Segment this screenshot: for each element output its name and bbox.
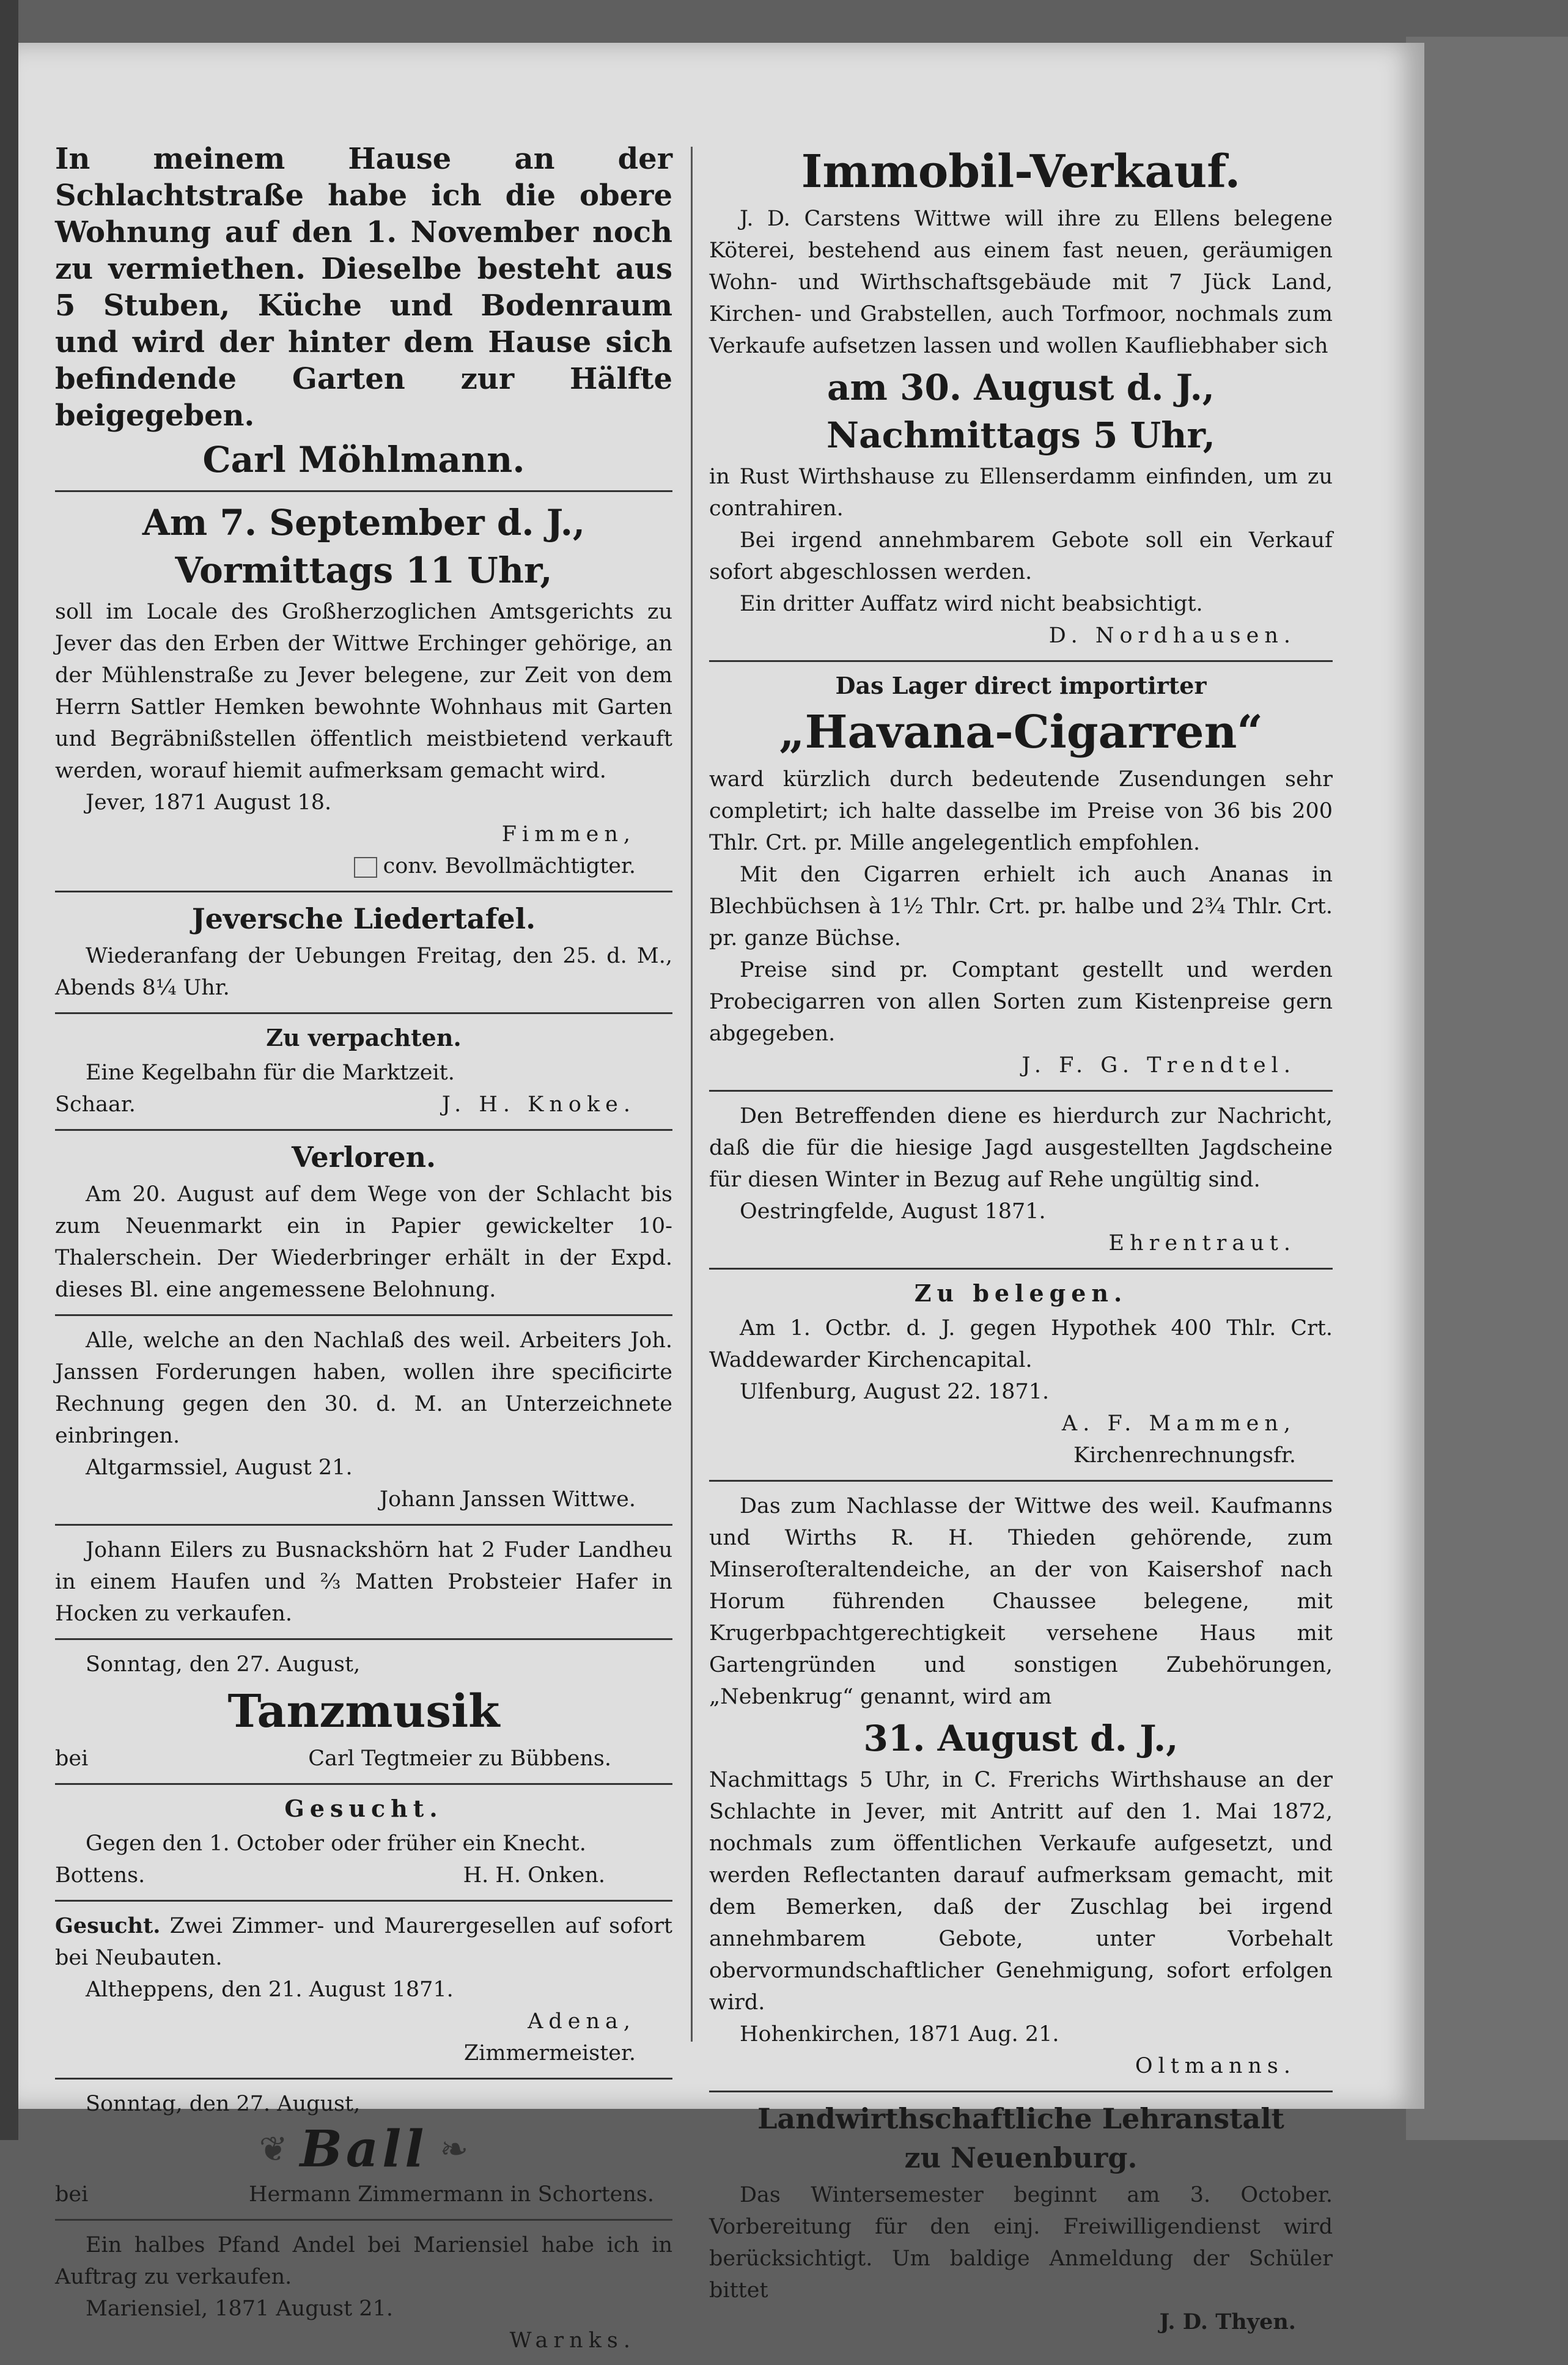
divider xyxy=(55,2219,672,2221)
divider xyxy=(709,1480,1333,1482)
ad-heading: Immobil-Verkauf. xyxy=(801,145,1241,198)
ad-text: Preise sind pr. Comptant gestellt und werden Probecigarren von allen Sorten zum Kistenpreise gern abgegeben. xyxy=(709,958,1333,1046)
ad-text: Am 1. Octbr. d. J. gegen Hypothek 400 Thlr. Crt. Waddewarder Kirchencapital. xyxy=(709,1316,1333,1372)
ad-text: Ein dritter Auffatz wird nicht beabsichtigt. xyxy=(740,592,1203,616)
ad-text: Mit den Cigarren erhielt ich auch Ananas in Blechbüchsen à 1½ Thlr. Crt. pr. halbe und 2¾ Thlr. Crt. pr. ganze Büchse. xyxy=(709,863,1333,951)
newspaper-page xyxy=(18,43,1424,2353)
ad-date: Ulfenburg, August 22. 1871. xyxy=(740,1380,1050,1404)
ad-bei: bei xyxy=(55,2182,89,2207)
ad-signature: J. D. Thyen. xyxy=(1159,2309,1296,2334)
ad-text-body: Zwei Zimmer- und Maurergesellen auf sofort bei Neubauten. xyxy=(55,1914,672,1970)
ad-signature-title xyxy=(55,850,672,882)
left-column xyxy=(55,141,672,2365)
divider xyxy=(709,1268,1333,1270)
ad-estate-claims xyxy=(55,1325,672,1515)
ad-text: Wiederanfang der Uebungen Freitag, den 25. d. M., Abends 8¼ Uhr. xyxy=(55,944,672,1000)
divider xyxy=(55,891,672,892)
ad-date: Hohenkirchen, 1871 Aug. 21. xyxy=(740,2022,1059,2047)
ad-signature-title-text: conv. Bevollmächtigter. xyxy=(383,854,636,878)
ad-liedertafel xyxy=(55,901,672,1004)
ad-heading: Das Lager direct importirter xyxy=(835,672,1207,699)
ad-text: Bei irgend annehmbarem Gebote soll ein Verkauf sofort abgeschlossen werden. xyxy=(709,528,1333,584)
ad-cigars xyxy=(709,671,1333,1081)
ad-date: Mariensiel, 1871 August 21. xyxy=(86,2297,393,2321)
ad-text: in Rust Wirthshause zu Ellenserdamm einfinden, um zu contrahiren. xyxy=(709,465,1333,521)
ad-hay-sale xyxy=(55,1534,672,1630)
ad-text: J. D. Carstens Wittwe will ihre zu Ellens belegene Köterei, bestehend aus einem fast neuen, geräumigen Wohn- und Wirthschaftsgebäude mit 7 Jück Land, Kirchen- und Grabstellen, auch Torfmoor, nochmals zum Verkaufe aufsetzen lassen und wollen Kaufliebhaber sich xyxy=(709,207,1333,358)
ad-place: Bottens. xyxy=(55,1863,145,1888)
scan-right-edge xyxy=(1406,37,1568,2140)
divider xyxy=(55,2078,672,2080)
ad-time-heading: Nachmittags 5 Uhr, xyxy=(826,414,1215,456)
ad-text: Am 20. August auf dem Wege von der Schlacht bis zum Neuenmarkt ein in Papier gewickelter 10-Thalerschein. Der Wiederbringer erhält in der Expd. dieses Bl. eine angemessene Belohnung. xyxy=(55,1182,672,1302)
ad-inn-auction xyxy=(709,1490,1333,2082)
ad-heading: Gesucht. xyxy=(284,1795,443,1822)
ad-apartment-rent xyxy=(55,141,672,482)
ad-land-sale xyxy=(55,2229,672,2356)
ad-text: Das zum Nachlasse der Wittwe des weil. Kaufmanns und Wirths R. H. Thieden gehörende, zum Minseroſteraltendeiche, an der von Kaisershof nach Horum führenden Chaussee belegene, mit Krugerbpachtgerechtigkeit versehene Haus mit Gartengründen und sonstigen Zubehörungen, „Nebenkrug“ genannt, wird am xyxy=(709,1494,1333,1709)
ad-heading: Landwirthschaftliche Lehranstalt xyxy=(757,2102,1284,2135)
ad-signature: Johann Janssen Wittwe. xyxy=(380,1487,636,1512)
ad-footer xyxy=(55,1859,672,1891)
ad-real-estate-sale xyxy=(709,144,1333,652)
divider xyxy=(55,1524,672,1526)
ad-text: Nachmittags 5 Uhr, in C. Frerichs Wirthshause an der Schlachte in Jever, mit Antritt auf den 1. Mai 1872, nochmals zum öffentlichen Verkaufe aufgesetzt, und werden Reflectanten darauf aufmerksam gemacht, mit dem Bemerken, daß der Zuschlag bei irgend annehmbarem Gebote, unter Vorbehalt obervormundschaftlicher Genehmigung, sofort erfolgen wird. xyxy=(709,1768,1333,2015)
ad-footer xyxy=(55,1089,672,1120)
ad-heading: Tanzmusik xyxy=(227,1685,500,1738)
ad-house-auction xyxy=(55,501,672,882)
divider xyxy=(709,660,1333,662)
ad-place: Schaar. xyxy=(55,1092,136,1117)
ad-lease xyxy=(55,1023,672,1120)
ad-signature: H. H. Onken. xyxy=(463,1863,605,1888)
divider xyxy=(55,1638,672,1640)
flourish-left-icon: ❦ xyxy=(259,2129,288,2169)
ad-date: Sonntag, den 27. August, xyxy=(86,2092,361,2116)
seal-icon xyxy=(354,857,377,878)
ad-signature-title: Zimmermeister. xyxy=(463,2041,636,2065)
ad-heading: Jeversche Liedertafel. xyxy=(191,902,536,935)
ad-signature: D. Nordhausen. xyxy=(1048,623,1296,648)
ad-heading: Ball xyxy=(300,2120,428,2179)
ad-subheading: Vormittags 11 Uhr, xyxy=(175,550,553,591)
ad-heading-product: „Havana-Cigarren“ xyxy=(779,706,1263,759)
ad-text: Den Betreffenden diene es hierdurch zur Nachricht, daß die für die hiesige Jagd ausgestellten Jagdscheine für diesen Winter in Bezug auf Rehe ungültig sind. xyxy=(709,1104,1333,1192)
ad-text: Eine Kegelbahn für die Marktzeit. xyxy=(86,1061,455,1085)
ad-dance xyxy=(55,1649,672,1775)
ad-host-line xyxy=(55,2179,672,2210)
ad-text xyxy=(55,1910,672,1974)
ad-text: In meinem Hause an der Schlachtstraße habe ich die obere Wohnung auf den 1. November noch zu vermiethen. Dieselbe besteht aus 5 Stuben, Küche und Bodenraum und wird der hinter dem Hause sich befindende Garten zur Hälfte beigegeben. xyxy=(55,142,672,433)
ad-heading: Am 7. September d. J., xyxy=(142,502,586,543)
ad-text: Gegen den 1. October oder früher ein Knecht. xyxy=(86,1831,586,1856)
flourish-right-icon: ❧ xyxy=(440,2129,469,2169)
ad-date: Oestringfelde, August 1871. xyxy=(740,1199,1046,1224)
ad-signature: Warnks. xyxy=(509,2328,636,2353)
ad-host: Hermann Zimmermann in Schortens. xyxy=(248,2182,654,2207)
ad-host: Carl Tegtmeier zu Bübbens. xyxy=(308,1746,611,1771)
ball-banner xyxy=(55,2120,672,2179)
ad-text: soll im Locale des Großherzoglichen Amtsgerichts zu Jever das den Erben der Wittwe Erchinger gehörige, an der Mühlenstraße zu Jever belegene, zur Zeit von dem Herrn Sattler Hemken bewohnte Wohnhaus mit Garten und Begräbnißstellen öffentlich meistbietend verkauft werden, worauf hiemit aufmerksam gemacht wird. xyxy=(55,600,672,783)
ad-hunting-notice xyxy=(709,1100,1333,1259)
ad-date-heading: am 30. August d. J., xyxy=(826,367,1215,408)
divider xyxy=(55,490,672,492)
ad-heading: Verloren. xyxy=(291,1141,436,1174)
ad-text: Johann Eilers zu Busnackshörn hat 2 Fuder Landheu in einem Haufen und ⅔ Matten Probsteier Hafer in Hocken zu verkaufen. xyxy=(55,1538,672,1626)
ad-heading: Zu belegen. xyxy=(914,1279,1128,1307)
ad-date: Altgarmssiel, August 21. xyxy=(86,1455,353,1480)
ad-signature: Adena, xyxy=(528,2009,636,2034)
divider xyxy=(55,1783,672,1785)
ad-agricultural-school xyxy=(709,2101,1333,2338)
right-column xyxy=(709,141,1333,2347)
ad-signature: A. F. Mammen, xyxy=(1061,1411,1296,1436)
ad-date-heading: 31. August d. J., xyxy=(863,1718,1179,1759)
ad-text: Alle, welche an den Nachlaß des weil. Arbeiters Joh. Janssen Forderungen haben, wollen ihre specificirte Rechnung gegen den 30. d. M. an Unterzeichnete einbringen. xyxy=(55,1328,672,1448)
ad-signature: Oltmanns. xyxy=(1135,2054,1296,2078)
ad-date: Altheppens, den 21. August 1871. xyxy=(86,1977,454,2002)
ad-signature: Fimmen, xyxy=(501,822,636,847)
ad-lost xyxy=(55,1139,672,1306)
ad-wanted-journeymen xyxy=(55,1910,672,2069)
ad-signature-title: Kirchenrechnungsfr. xyxy=(1073,1443,1296,1468)
scan-left-edge xyxy=(0,0,18,2140)
divider xyxy=(55,1314,672,1316)
ad-signature: Ehrentraut. xyxy=(1108,1231,1296,1256)
ad-text: ward kürzlich durch bedeutende Zusendungen sehr completirt; ich halte dasselbe im Preise von 36 bis 200 Thlr. Crt. pr. Mille angelegentlich empfohlen. xyxy=(709,767,1333,855)
ad-text: Das Wintersemester beginnt am 3. October. Vorbereitung für den einj. Freiwilligendienst wird berücksichtigt. Um baldige Anmeldung der Schüler bittet xyxy=(709,2183,1333,2303)
ad-host-line xyxy=(55,1743,672,1775)
ad-signature: Carl Möhlmann. xyxy=(202,439,525,480)
ad-signature: J. F. G. Trendtel. xyxy=(1021,1053,1296,1078)
ad-bei: bei xyxy=(55,1746,89,1771)
ad-mortgage xyxy=(709,1278,1333,1471)
ad-heading: Zu verpachten. xyxy=(266,1024,462,1051)
ad-text: Ein halbes Pfand Andel bei Mariensiel habe ich in Auftrag zu verkaufen. xyxy=(55,2233,672,2289)
ad-lead: Gesucht. xyxy=(55,1913,161,1938)
divider xyxy=(709,2091,1333,2092)
ad-date: Jever, 1871 August 18. xyxy=(86,790,332,815)
ad-wanted-farmhand xyxy=(55,1793,672,1891)
divider xyxy=(55,1129,672,1131)
ad-ball xyxy=(55,2088,672,2210)
ad-signature: J. H. Knoke. xyxy=(441,1092,636,1117)
divider xyxy=(709,1090,1333,1092)
ad-date: Sonntag, den 27. August, xyxy=(86,1652,361,1677)
divider xyxy=(55,1900,672,1902)
ad-subheading: zu Neuenburg. xyxy=(904,2141,1138,2174)
divider xyxy=(55,1012,672,1014)
column-divider xyxy=(691,147,693,2042)
